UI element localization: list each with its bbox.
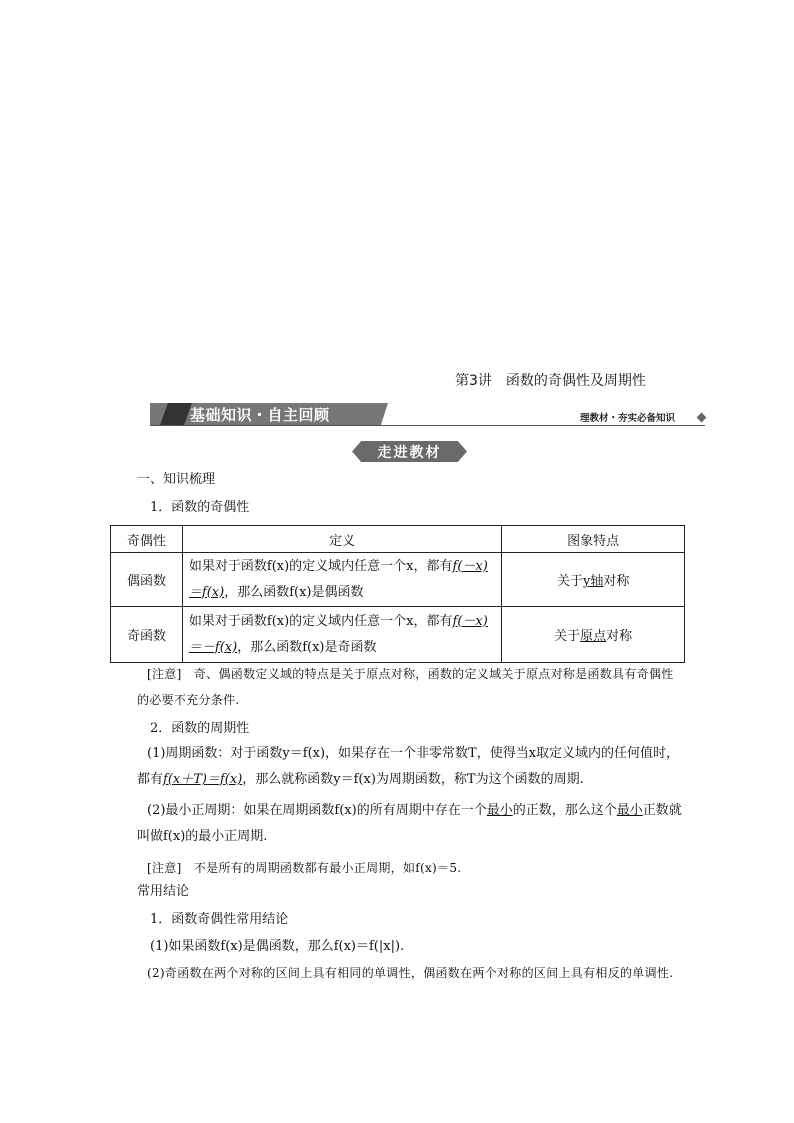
lecture-title [455,370,646,390]
answer-blank: y轴 [582,574,604,589]
diamond-icon [697,413,707,423]
table-header: 定义 [182,526,501,553]
answer-blank: f(－x)＝－f(x) [188,613,488,655]
table-header: 奇偶性 [111,526,183,553]
graph-feature: 关于y轴对称 [502,553,685,607]
item-heading: 2．函数的周期性 [150,721,250,736]
parity-name: 偶函数 [111,553,183,607]
period-definition: (1)周期函数：对于函数y＝f(x)，如果存在一个非零常数T，使得当x取定义域内的任何值时，都有f(x＋T)＝f(x)，那么就称函数y＝f(x)为周期函数，称T为这个函数的周期. [137,746,680,787]
answer-blank: f(x＋T)＝f(x) [163,772,243,787]
table-row [111,607,685,663]
section-heading: 一、知识梳理 [137,472,216,487]
answer-blank: 原点 [580,629,607,644]
banner-rule [150,425,705,426]
answer-blank: 最小 [616,803,643,818]
graph-feature: 关于原点对称 [502,607,685,663]
section-heading: 常用结论 [137,884,190,899]
conclusion-line: (2)奇函数在两个对称的区间上具有相同的单调性，偶函数在两个对称的区间上具有相反的单调性. [147,966,674,980]
table-row [111,553,685,607]
table-header: 图象特点 [502,526,685,553]
parity-definition: 如果对于函数f(x)的定义域内任意一个x，都有f(－x)＝f(x)，那么函数f(x)是偶函数 [182,553,501,607]
answer-blank: f(－x)＝f(x) [188,558,488,600]
note-paragraph: [注意] 奇、偶函数定义域的特点是关于原点对称，函数的定义域关于原点对称是函数具有奇偶性的必要不充分条件. [137,667,674,707]
min-period-definition: (2)最小正周期：如果在周期函数f(x)的所有周期中存在一个最小的正数，那么这个最小正数就叫做f(x)的最小正周期. [137,803,682,844]
answer-blank: 最小 [486,803,513,818]
note-paragraph: [注意] 不是所有的周期函数都有最小正周期，如f(x)＝5. [147,861,462,875]
banner-subtitle: 理教材・夯实必备知识 [580,413,676,424]
parity-definition: 如果对于函数f(x)的定义域内任意一个x，都有f(－x)＝－f(x)，那么函数f(x)是奇函数 [182,607,501,663]
banner-title: 基础知识・自主回顾 [190,406,330,424]
item-heading: 1．函数的奇偶性 [150,500,250,515]
table-header-row [111,526,685,553]
lecture-number: 第3讲 [455,373,492,389]
parity-name: 奇函数 [111,607,183,663]
item-heading: 1．函数奇偶性常用结论 [150,912,289,927]
conclusion-line: (1)如果函数f(x)是偶函数，那么f(x)＝f(|x|). [150,939,405,954]
sub-banner-label: 走进教材 [377,445,442,461]
lecture-topic: 函数的奇偶性及周期性 [505,373,646,389]
parity-table [110,525,685,663]
